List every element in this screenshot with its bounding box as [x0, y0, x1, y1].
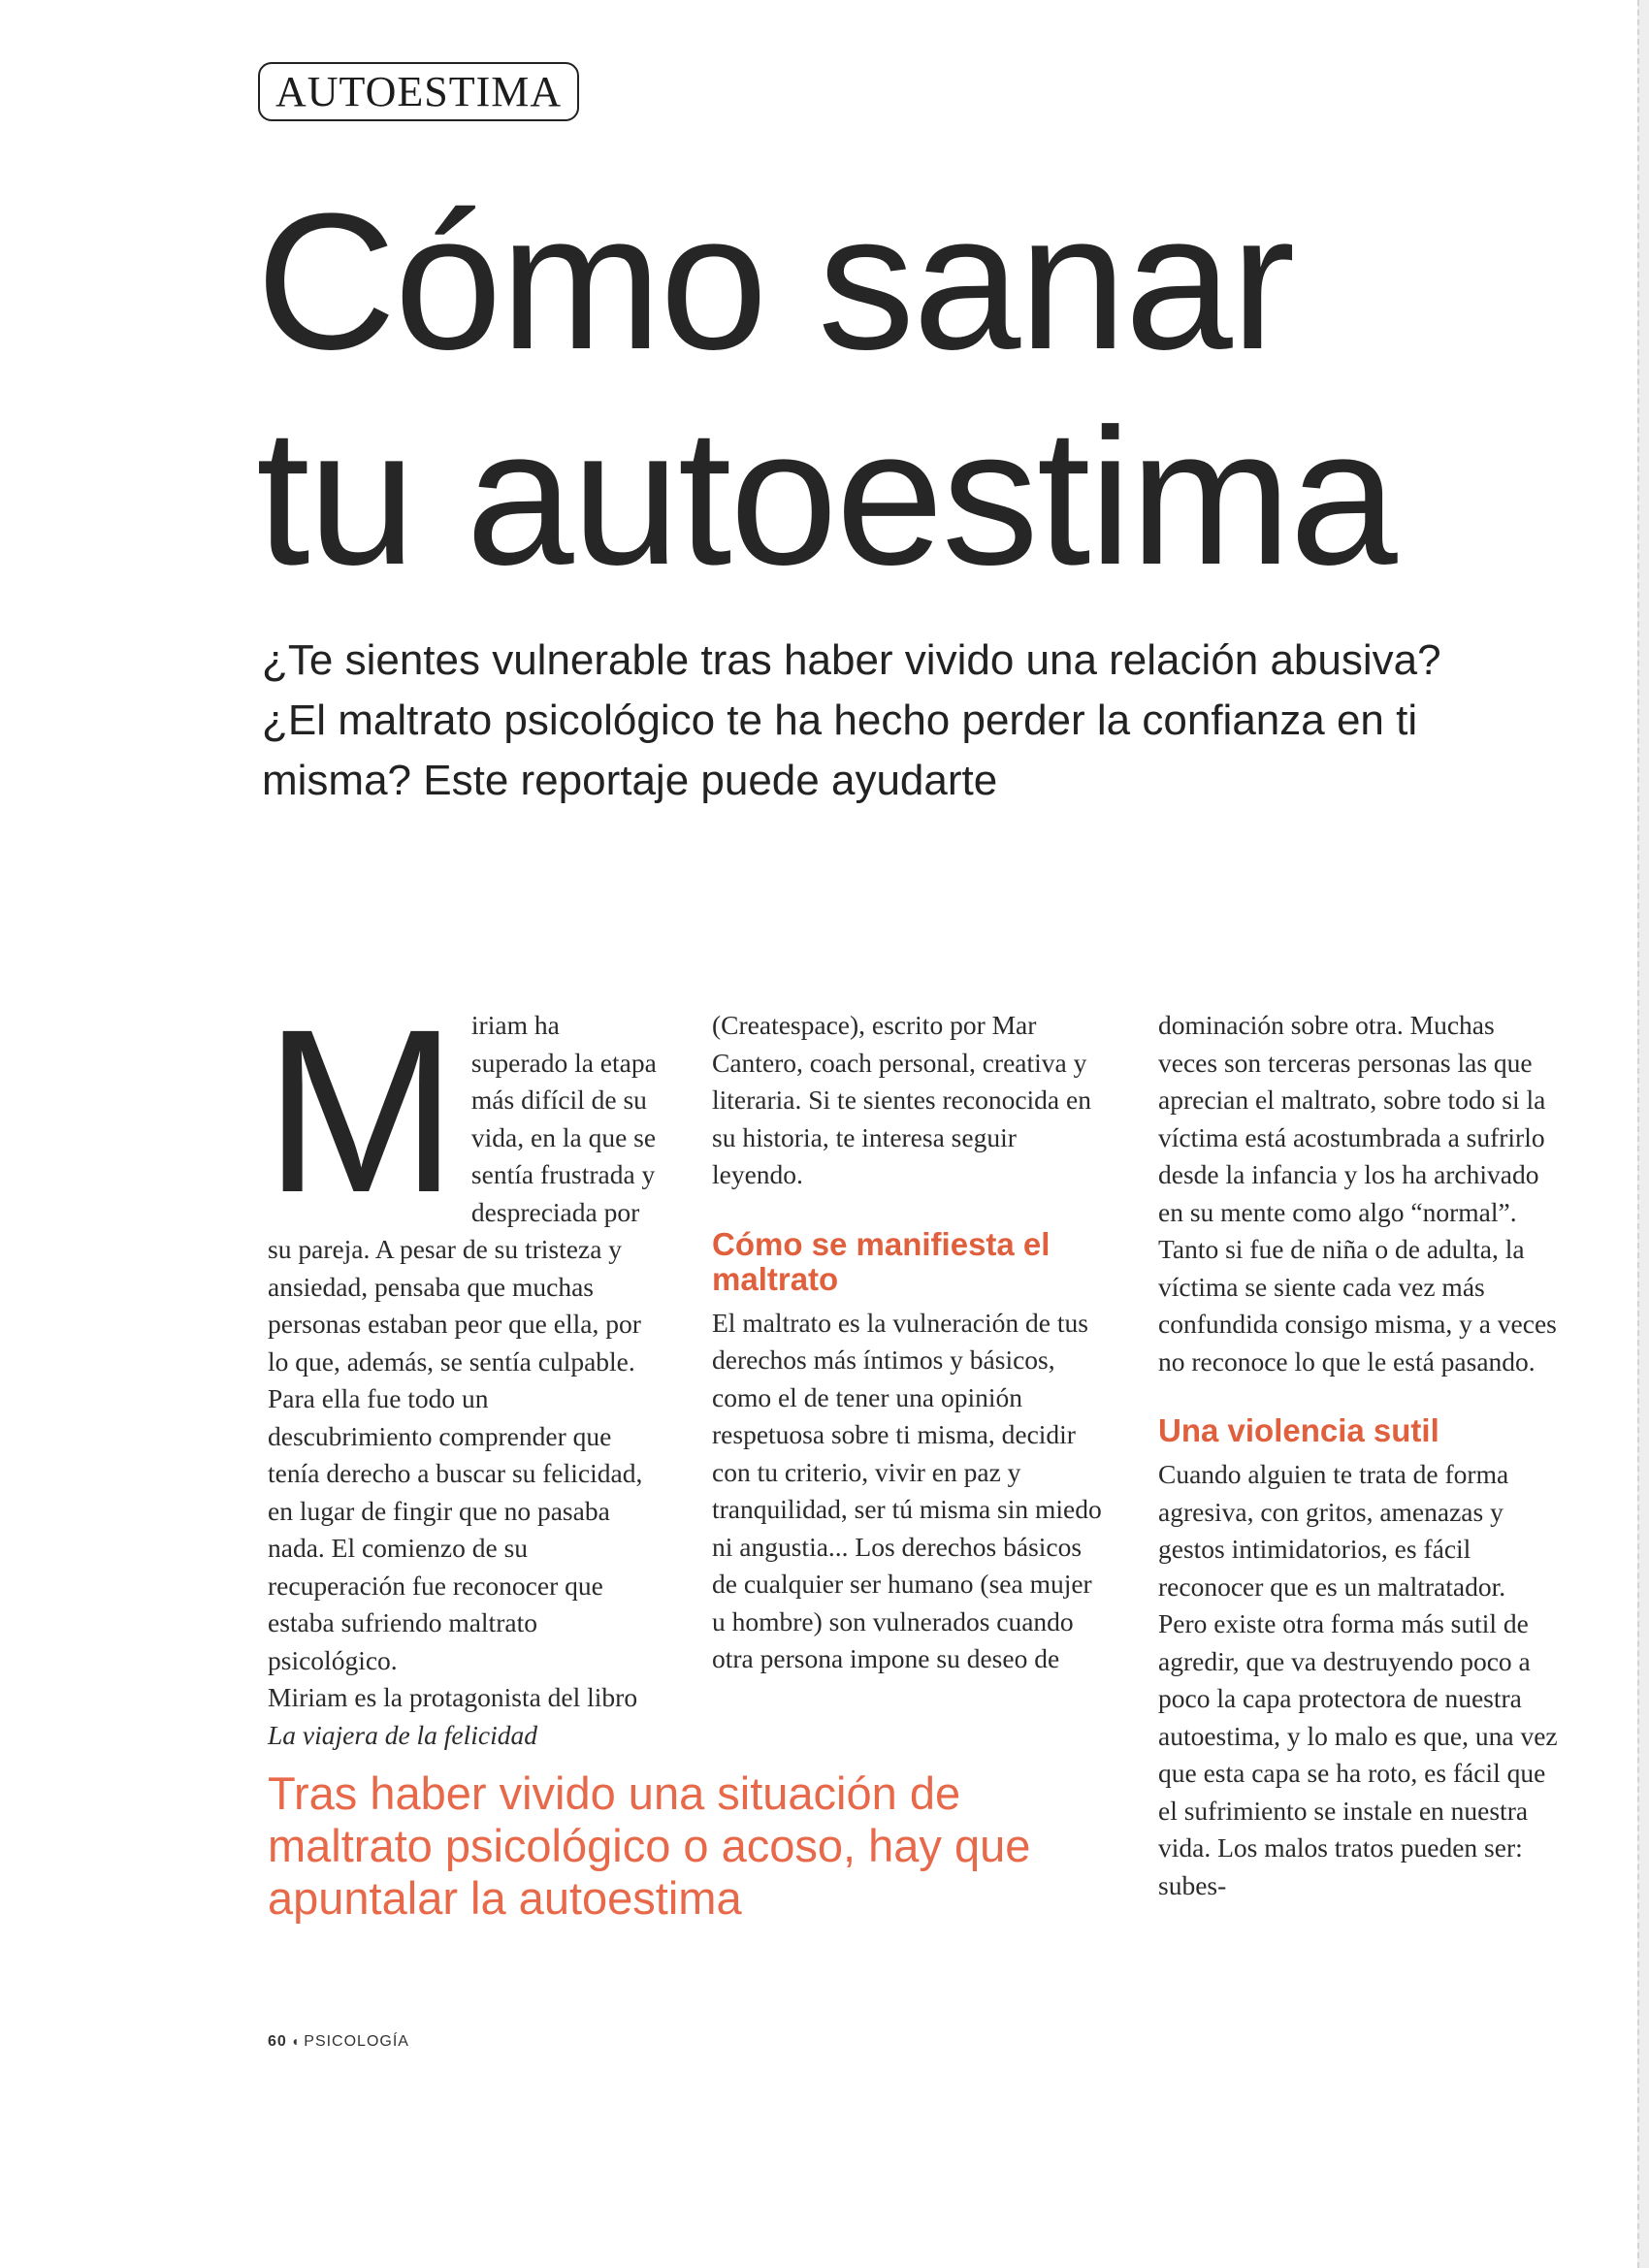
- book-title: La viajera de la felicidad: [268, 1719, 538, 1750]
- headline: [256, 175, 1575, 605]
- col3-paragraph-2: Cuando alguien te trata de forma agresiva, con gritos, amenazas y gestos intimidatorios, es fácil reconocer que es un maltratador. Pero existe otra forma más sutil de agredir, que va destruyendo poco a poco la capa protectora de nuestra autoestima, y lo malo es que, una vez que esta capa se ha roto, es fácil que el sufrimiento se instale en nuestra vida. Los malos tratos pueden ser: subes-: [1158, 1459, 1558, 1900]
- col1-paragraph-1: iriam ha superado la etapa más difícil de su vida, en la que se sentía frustrada y despreciada por su pareja. A pesar de su tristeza y ansiedad, pensaba que muchas personas estaban peor que ella, por lo que, además, se sentía culpable.: [268, 1010, 657, 1377]
- publication-name: PSICOLOGÍA: [304, 2033, 409, 2050]
- col2-paragraph-2: El maltrato es la vulneración de tus derechos más íntimos y básicos, como el de tener una opinión respetuosa sobre ti misma, decidir con tu criterio, vivir en paz y tranquilidad, ser tú misma sin miedo ni angustia... Los derechos básicos de cualquier ser humano (sea mujer u hombre) son vulnerados cuando otra persona impone su deseo de: [712, 1307, 1102, 1673]
- col2-paragraph-1: (Createspace), escrito por Mar Cantero, coach personal, creativa y literaria. Si te sientes reconocida en su historia, te interesa seguir leyendo.: [712, 1010, 1091, 1189]
- drop-cap: M: [264, 981, 458, 1241]
- standfirst: ¿Te sientes vulnerable tras haber vivido una relación abusiva? ¿El maltrato psicológico te ha hecho perder la confianza en ti misma? Este reportaje puede ayudarte: [262, 636, 1441, 804]
- body-column-1: [264, 981, 658, 1754]
- body-column-2: [712, 1007, 1110, 1678]
- pull-quote: Tras haber vivido una situación de maltrato psicológico o acoso, hay que apuntalar la autoestima: [268, 1767, 1031, 1924]
- section-tag: AUTOESTIMA: [258, 62, 579, 121]
- headline-line-1: Cómo sanar: [256, 174, 1294, 390]
- page-torn-edge: [1637, 0, 1649, 2268]
- col1-paragraph-2: Para ella fue todo un descubrimiento comprender que tenía derecho a buscar su felicidad, en lugar de fingir que no pasaba nada. El comienzo de su recuperación fue reconocer que estaba sufriendo maltrato psicológico.: [268, 1383, 643, 1675]
- col1-paragraph-3: [268, 1679, 658, 1754]
- col1-paragraph-3-text: Miriam es la protagonista del libro: [268, 1682, 638, 1712]
- col3-paragraph-1: dominación sobre otra. Muchas veces son terceras personas las que aprecian el maltrato, sobre todo si la víctima está acostumbrada a sufrirlo desde la infancia y los ha archivado en su mente como algo “normal”. Tanto si fue de niña o de adulta, la víctima se siente cada vez más confundida consigo misma, y a veces no reconoce lo que le está pasando.: [1158, 1010, 1557, 1377]
- subhead-manifestation: Cómo se manifiesta el maltrato: [712, 1225, 1051, 1297]
- page-number: 60: [268, 2033, 287, 2050]
- page-footer: [268, 2033, 409, 2051]
- headline-line-2: tu autoestima: [256, 389, 1396, 605]
- footer-separator-icon: ◖: [290, 2033, 301, 2049]
- body-column-3: [1158, 1007, 1558, 1904]
- subhead-subtle-violence: Una violencia sutil: [1158, 1412, 1439, 1448]
